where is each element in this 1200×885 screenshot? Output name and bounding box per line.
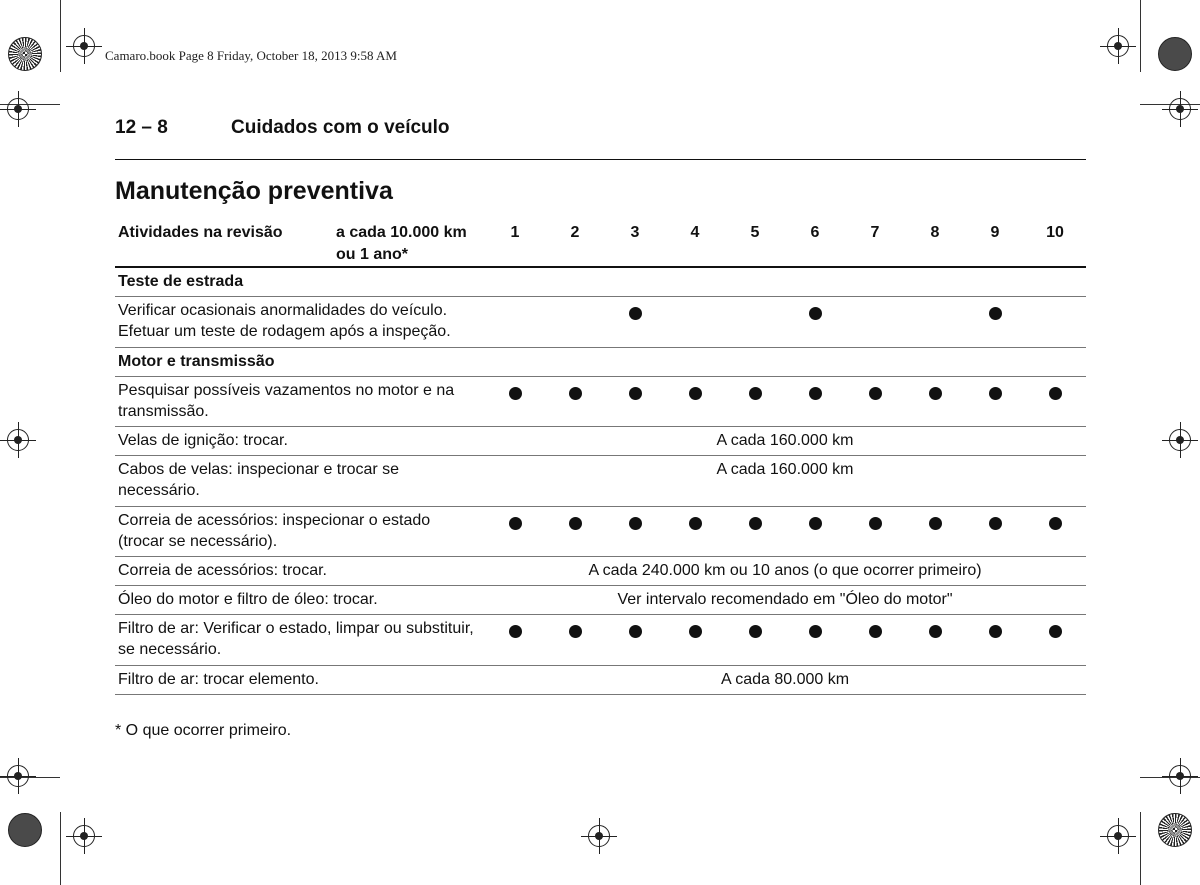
- crosshair-target-icon: [7, 765, 29, 787]
- interval-note: Ver intervalo recomendado em "Óleo do motor": [617, 591, 953, 608]
- table-row: [115, 427, 1086, 456]
- group-label: Teste de estrada: [118, 273, 244, 290]
- header-interval-7: 7: [870, 224, 880, 241]
- group-label: Motor e transmissão: [118, 353, 275, 370]
- service-bullet-1: [509, 517, 522, 530]
- service-bullet-6: [809, 517, 822, 530]
- gray-disc-icon: [1158, 37, 1192, 71]
- interval-note: A cada 160.000 km: [716, 461, 854, 478]
- service-bullet-10: [1049, 625, 1062, 638]
- service-bullet-10: [1049, 387, 1062, 400]
- service-bullet-8: [929, 517, 942, 530]
- service-bullet-2: [569, 387, 582, 400]
- service-bullet-2: [569, 517, 582, 530]
- crosshair-target-icon: [1169, 429, 1191, 451]
- trim-mark: [1140, 0, 1141, 72]
- service-bullet-1: [509, 625, 522, 638]
- gray-disc-icon: [8, 813, 42, 847]
- trim-mark: [60, 0, 61, 72]
- section-title: Manutenção preventiva: [115, 177, 393, 205]
- trim-mark: [60, 812, 61, 885]
- activity-label: Velas de ignição: trocar.: [118, 432, 288, 449]
- header-rule: [115, 159, 1086, 160]
- service-bullet-7: [869, 625, 882, 638]
- print-job-header: Camaro.book Page 8 Friday, October 18, 2013 9:58 AM: [105, 48, 397, 63]
- service-bullet-8: [929, 387, 942, 400]
- service-bullet-1: [509, 387, 522, 400]
- service-bullet-3: [629, 517, 642, 530]
- sunburst-wheel-icon: [8, 37, 42, 71]
- service-bullet-6: [809, 625, 822, 638]
- header-interval-1: 1: [510, 224, 520, 241]
- service-bullet-4: [689, 387, 702, 400]
- service-bullet-5: [749, 517, 762, 530]
- footnote: * O que ocorrer primeiro.: [115, 722, 292, 739]
- table-row: [115, 615, 1086, 666]
- crosshair-target-icon: [1169, 765, 1191, 787]
- header-interval-8: 8: [930, 224, 940, 241]
- service-bullet-3: [629, 625, 642, 638]
- interval-note: A cada 240.000 km ou 10 anos (o que ocorrer primeiro): [588, 562, 982, 579]
- service-bullet-9: [989, 625, 1002, 638]
- service-bullet-5: [749, 625, 762, 638]
- activity-label: Pesquisar possíveis vazamentos no motor e na transmissão.: [118, 382, 455, 420]
- service-bullet-9: [989, 387, 1002, 400]
- table-row: [115, 586, 1086, 615]
- service-bullet-7: [869, 387, 882, 400]
- service-bullet-9: [989, 307, 1002, 320]
- table-row: [115, 666, 1086, 695]
- activity-label: Correia de acessórios: trocar.: [118, 562, 327, 579]
- service-bullet-6: [809, 307, 822, 320]
- header-interval-4: 4: [690, 224, 700, 241]
- sunburst-wheel-icon: [1158, 813, 1192, 847]
- table-row: [115, 507, 1086, 557]
- service-bullet-3: [629, 387, 642, 400]
- crosshair-target-icon: [73, 825, 95, 847]
- activity-label: Óleo do motor e filtro de óleo: trocar.: [118, 591, 378, 608]
- page-number: 12 – 8: [115, 117, 168, 138]
- service-bullet-7: [869, 517, 882, 530]
- activity-label: Filtro de ar: trocar elemento.: [118, 671, 319, 688]
- service-bullet-5: [749, 387, 762, 400]
- crosshair-target-icon: [1107, 35, 1129, 57]
- table-row: [115, 377, 1086, 427]
- header-interval-5: 5: [750, 224, 760, 241]
- crosshair-target-icon: [7, 98, 29, 120]
- service-bullet-2: [569, 625, 582, 638]
- service-bullet-9: [989, 517, 1002, 530]
- header-interval: a cada 10.000 km ou 1 ano*: [336, 224, 467, 263]
- service-bullet-4: [689, 517, 702, 530]
- interval-note: A cada 80.000 km: [720, 671, 850, 688]
- header-interval-2: 2: [570, 224, 580, 241]
- header-interval-6: 6: [810, 224, 820, 241]
- activity-label: Verificar ocasionais anormalidades do veículo. Efetuar um teste de rodagem após a inspeção.: [118, 302, 451, 340]
- service-bullet-4: [689, 625, 702, 638]
- interval-note: A cada 160.000 km: [716, 432, 854, 449]
- trim-mark: [1140, 812, 1141, 885]
- table-group-row: [115, 268, 1086, 297]
- service-bullet-8: [929, 625, 942, 638]
- crosshair-target-icon: [588, 825, 610, 847]
- crosshair-target-icon: [1107, 825, 1129, 847]
- crosshair-target-icon: [1169, 98, 1191, 120]
- table-row: [115, 557, 1086, 586]
- chapter-title: Cuidados com o veículo: [231, 117, 450, 138]
- service-bullet-6: [809, 387, 822, 400]
- table-row: [115, 297, 1086, 348]
- header-interval-10: 10: [1046, 224, 1064, 241]
- header-interval-9: 9: [990, 224, 1000, 241]
- activity-label: Filtro de ar: Verificar o estado, limpar ou substituir, se necessário.: [118, 620, 474, 658]
- activity-label: Correia de acessórios: inspecionar o estado (trocar se necessário).: [118, 512, 431, 550]
- crosshair-target-icon: [7, 429, 29, 451]
- header-activities: Atividades na revisão: [118, 224, 283, 241]
- table-group-row: [115, 348, 1086, 377]
- service-bullet-3: [629, 307, 642, 320]
- crosshair-target-icon: [73, 35, 95, 57]
- service-bullet-10: [1049, 517, 1062, 530]
- table-row: [115, 456, 1086, 507]
- header-interval-3: 3: [630, 224, 640, 241]
- activity-label: Cabos de velas: inspecionar e trocar se necessário.: [118, 461, 400, 499]
